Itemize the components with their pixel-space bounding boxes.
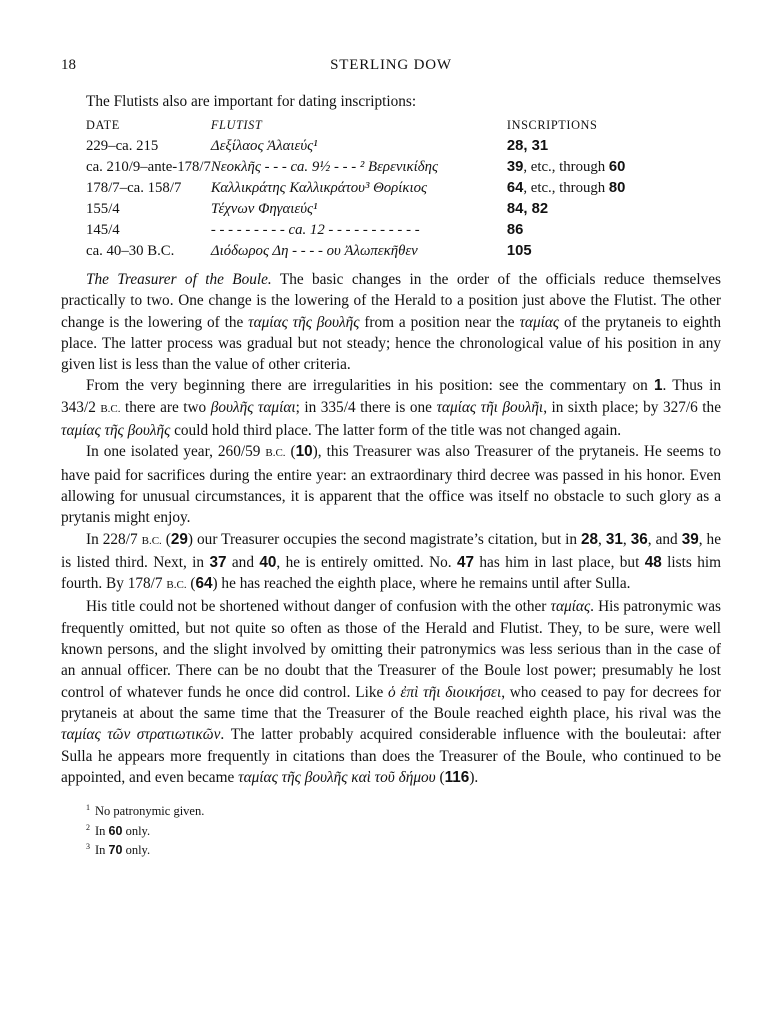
paragraph: His title could not be shortened without danger of confusion with the other ταμίας. His patronymic was frequently omitted, but not quite so often as those of the Herald and Flutist. They, to be sure, were well known persons, and the slight involved by omitting their patronymics was less serious than in the case of an annual officer. There can be no doubt that the Treasurer of the Boule lost power; presumably he lost control of whatever funds he once did control. Like ὁ ἐπὶ τῆι διοικήσει, who ceased to pay for decrees for prytaneis at about the same time that the Treasurer of the Boule reached eighth place, his rival was the ταμίας τῶν στρατιωτικῶν. The latter probably acquired considerable influence with the bouleutai: after Sulla he appears more frequently in citations than does the Treasurer of the Boule, who continued to be appointed, and even became ταμίας τῆς βουλῆς καὶ τοῦ δήμου (116). bbox=[61, 598, 721, 786]
row-inscriptions: 105 bbox=[506, 243, 532, 259]
row-date: ca. 40–30 B.C. bbox=[86, 243, 175, 259]
row-inscriptions: 28, 31 bbox=[506, 138, 549, 154]
footnote: $^2$ In 60 only. bbox=[86, 822, 151, 838]
footnotes bbox=[86, 800, 721, 859]
paragraph: The Treasurer of the Boule. The basic changes in the order of the officials reduce themselves practically to two. One change is the lowering of the Herald to a position just above the Flutist. The other change is the lowering of the ταμίας τῆς βουλῆς from a position near the ταμίας of the prytaneis to eighth place. The latter process was gradual but not steady; hence the chronological value of his position in any given list is less than the value of other criteria. bbox=[61, 271, 722, 374]
footnote: $^1$ No patronymic given. bbox=[86, 803, 205, 819]
row-date: 229–ca. 215 bbox=[86, 138, 159, 154]
table-intro: The Flutists also are important for dating inscriptions: bbox=[86, 93, 417, 110]
row-date: ca. 210/9–ante-178/7 bbox=[86, 159, 211, 175]
flutists-table bbox=[86, 118, 697, 262]
page bbox=[61, 55, 721, 859]
running-header bbox=[61, 55, 721, 79]
footnote: $^3$ In 70 only. bbox=[86, 842, 151, 858]
row-inscriptions: 86 bbox=[506, 222, 524, 238]
row-date: 178/7–ca. 158/7 bbox=[86, 180, 182, 196]
table-row bbox=[86, 220, 697, 241]
page-number: 18 bbox=[61, 57, 76, 73]
body-text bbox=[61, 269, 721, 788]
section-heading: The Treasurer of the Boule. bbox=[86, 271, 272, 288]
row-date: 145/4 bbox=[86, 222, 120, 238]
row-flutist: Τέχνων Φηγαιεύς¹ bbox=[210, 201, 318, 217]
paragraph: From the very beginning there are irregularities in his position: see the commentary on 1. Thus in 343/2 B.C. there are two βουλῆς ταμίαι; in 335/4 there is one ταμίας τῆι βουλῆι, in sixth place; by 327/6 the ταμίας τῆς βουλῆς could hold third place. The latter form of the title was not changed again. bbox=[61, 377, 721, 440]
row-flutist: Νεοκλῆς - - - ca. 9½ - - - ² Βερενικίδης bbox=[210, 159, 438, 175]
table-row bbox=[86, 241, 697, 262]
row-flutist: Δεξίλαος Ἁλαιεύς¹ bbox=[210, 138, 318, 154]
row-flutist: Καλλικράτης Καλλικράτου³ Θορίκιος bbox=[210, 180, 428, 196]
table-row bbox=[86, 157, 697, 178]
table-header-row bbox=[86, 118, 697, 136]
table-row bbox=[86, 136, 697, 157]
header-date: DATE bbox=[86, 118, 120, 132]
row-inscriptions: 39, etc., through 60 bbox=[506, 159, 626, 175]
row-inscriptions: 64, etc., through 80 bbox=[506, 180, 626, 196]
row-inscriptions: 84, 82 bbox=[506, 201, 549, 217]
paragraph: In one isolated year, 260/59 B.C. (10), this Treasurer was also Treasurer of the prytaneis. He seems to have paid for sacrifices during the entire year: an extraordinary third decree was passed in his honor. Even allowing for unusual circumstances, it is apparent that the office was itself no obstacle to such glory as a prytanis might enjoy. bbox=[61, 443, 721, 527]
paragraph: In 228/7 B.C. (29) our Treasurer occupies the second magistrate’s citation, but in 28, 31, 36, and 39, he is listed third. Next, in 37 and 40, he is entirely omitted. No. 47 has him in last place, but 48 lists him fourth. By 178/7 B.C. (64) he has reached the eighth place, where he remains until after Sulla. bbox=[61, 530, 721, 593]
row-flutist: - - - - - - - - - ca. 12 - - - - - - - - - - - bbox=[210, 222, 420, 238]
header-inscriptions: INSCRIPTIONS bbox=[506, 118, 598, 132]
row-flutist: Διόδωρος Δη - - - - ου Ἀλωπεκῆθεν bbox=[210, 243, 418, 259]
row-date: 155/4 bbox=[86, 201, 120, 217]
running-title: STERLING DOW bbox=[330, 57, 452, 73]
header-flutist: FLUTIST bbox=[210, 118, 263, 132]
table-row bbox=[86, 199, 697, 220]
table-row bbox=[86, 178, 697, 199]
